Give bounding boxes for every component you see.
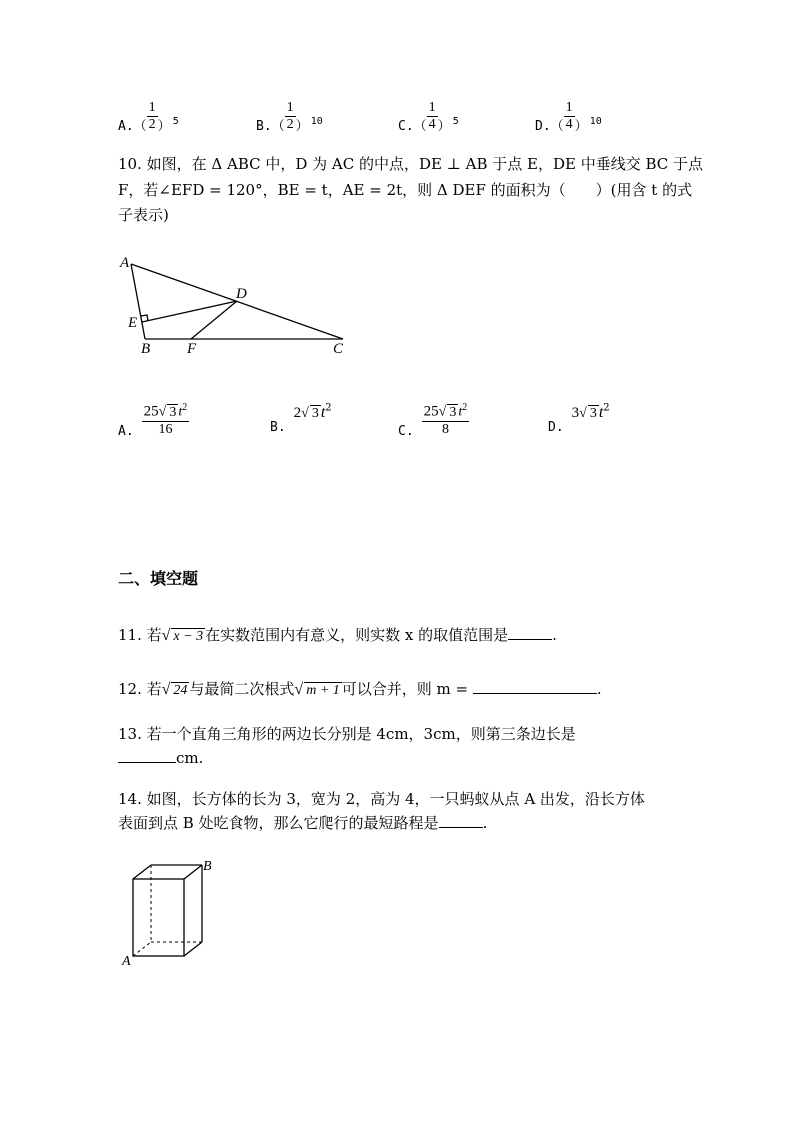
q10-option [270, 400, 332, 435]
label-f: F [187, 341, 197, 357]
q10-line2: F，若∠EFD = 120°，BE = t，AE = 2t，则 Δ DEF 的面积为（ ）(用含 t 的式 [118, 181, 693, 199]
q14-end: . [482, 814, 488, 832]
q10-triangle-figure [115, 250, 355, 360]
expression: 2√ 3 $t^2$ [293, 402, 332, 421]
q12-answer-blank[interactable] [473, 678, 597, 694]
option-label: D. [535, 119, 551, 134]
q12-post: 可以合并，则 m = [341, 680, 469, 698]
q11-answer-blank[interactable] [508, 624, 552, 640]
fraction: $\frac{25√ 3 t^2}{16}$ [143, 402, 188, 437]
label-b: B [141, 341, 151, 357]
option-label: A. [118, 424, 134, 440]
radical-sign: √ [161, 681, 171, 698]
radical-sign: √ [294, 681, 304, 698]
close-paren: ） [437, 119, 451, 134]
section-title: 二、填空题 [118, 569, 199, 588]
label-c: C [333, 341, 344, 357]
q14-answer-blank[interactable] [439, 812, 483, 828]
q13-line2 [118, 746, 203, 770]
q12-radicand1: 24 [173, 683, 188, 698]
q12-pre: 12. 若 [118, 680, 162, 698]
close-paren: ） [157, 119, 171, 134]
expression: 3√ 3 $t^2$ [571, 402, 610, 421]
q9-option [118, 100, 179, 134]
cuboid-front-face [133, 879, 184, 956]
option-label: B. [256, 119, 272, 134]
fraction: $\frac{1}{2}$ [286, 100, 294, 132]
open-paren: （ [413, 119, 427, 134]
exponent: 5 [452, 116, 459, 127]
q11-post: 在实数范围内有意义，则实数 x 的取值范围是 [205, 626, 509, 644]
q11-pre: 11. 若 [118, 626, 162, 644]
q13-line1: 13. 若一个直角三角形的两边长分别是 4cm，3cm，则第三条边长是 [118, 725, 576, 743]
q12-radicand2: m + 1 [306, 683, 340, 698]
q14-cuboid-figure [115, 852, 225, 972]
option-label: D. [548, 420, 564, 435]
exponent: 10 [310, 116, 323, 127]
q9-option [398, 100, 459, 134]
q14-line2-text: 表面到点 B 处吃食物，那么它爬行的最短路程是 [118, 814, 439, 832]
q11 [118, 623, 557, 648]
option-label: C. [398, 424, 414, 440]
q11-end: . [552, 626, 557, 644]
q13-unit: cm. [176, 749, 204, 767]
exponent: 10 [589, 116, 602, 127]
close-paren: ） [574, 119, 588, 134]
q13-answer-blank[interactable] [118, 747, 176, 763]
q10-option [118, 400, 189, 439]
exponent: 5 [172, 116, 179, 127]
label-b: B [203, 859, 212, 874]
label-a: A [122, 954, 131, 969]
option-label: B. [270, 420, 286, 435]
label-d: D [236, 286, 247, 302]
segment-de [142, 301, 237, 322]
q12-end: . [596, 680, 602, 698]
radical-sign: √ [161, 627, 171, 644]
q10-option [548, 400, 610, 435]
q12 [118, 677, 602, 702]
fraction: $\frac{25√ 3 t^2}{8}$ [423, 402, 468, 437]
label-e: E [128, 315, 138, 331]
q10-line1: 10. 如图，在 Δ ABC 中，D 为 AC 的中点，DE ⊥ AB 于点 E，DE 中垂线交 BC 于点 [118, 155, 704, 173]
fraction: $\frac{1}{4}$ [565, 100, 573, 132]
open-paren: （ [271, 119, 285, 134]
q10-line3: 子表示) [118, 206, 169, 224]
open-paren: （ [133, 119, 147, 134]
q14-line2 [118, 811, 487, 835]
label-a: A [120, 255, 130, 271]
option-label: A. [118, 119, 134, 134]
q9-option [256, 100, 323, 134]
q11-radicand: x − 3 [173, 629, 204, 644]
q12-mid: 与最简二次根式 [189, 680, 295, 698]
q10-option [398, 400, 469, 439]
option-label: C. [398, 119, 414, 134]
q14-line1: 14. 如图，长方体的长为 3，宽为 2，高为 4，一只蚂蚁从点 A 出发，沿长方体 [118, 790, 645, 808]
q9-option [535, 100, 602, 134]
fraction: $\frac{1}{4}$ [428, 100, 436, 132]
open-paren: （ [550, 119, 564, 134]
close-paren: ） [295, 119, 309, 134]
fraction: $\frac{1}{2}$ [148, 100, 156, 132]
